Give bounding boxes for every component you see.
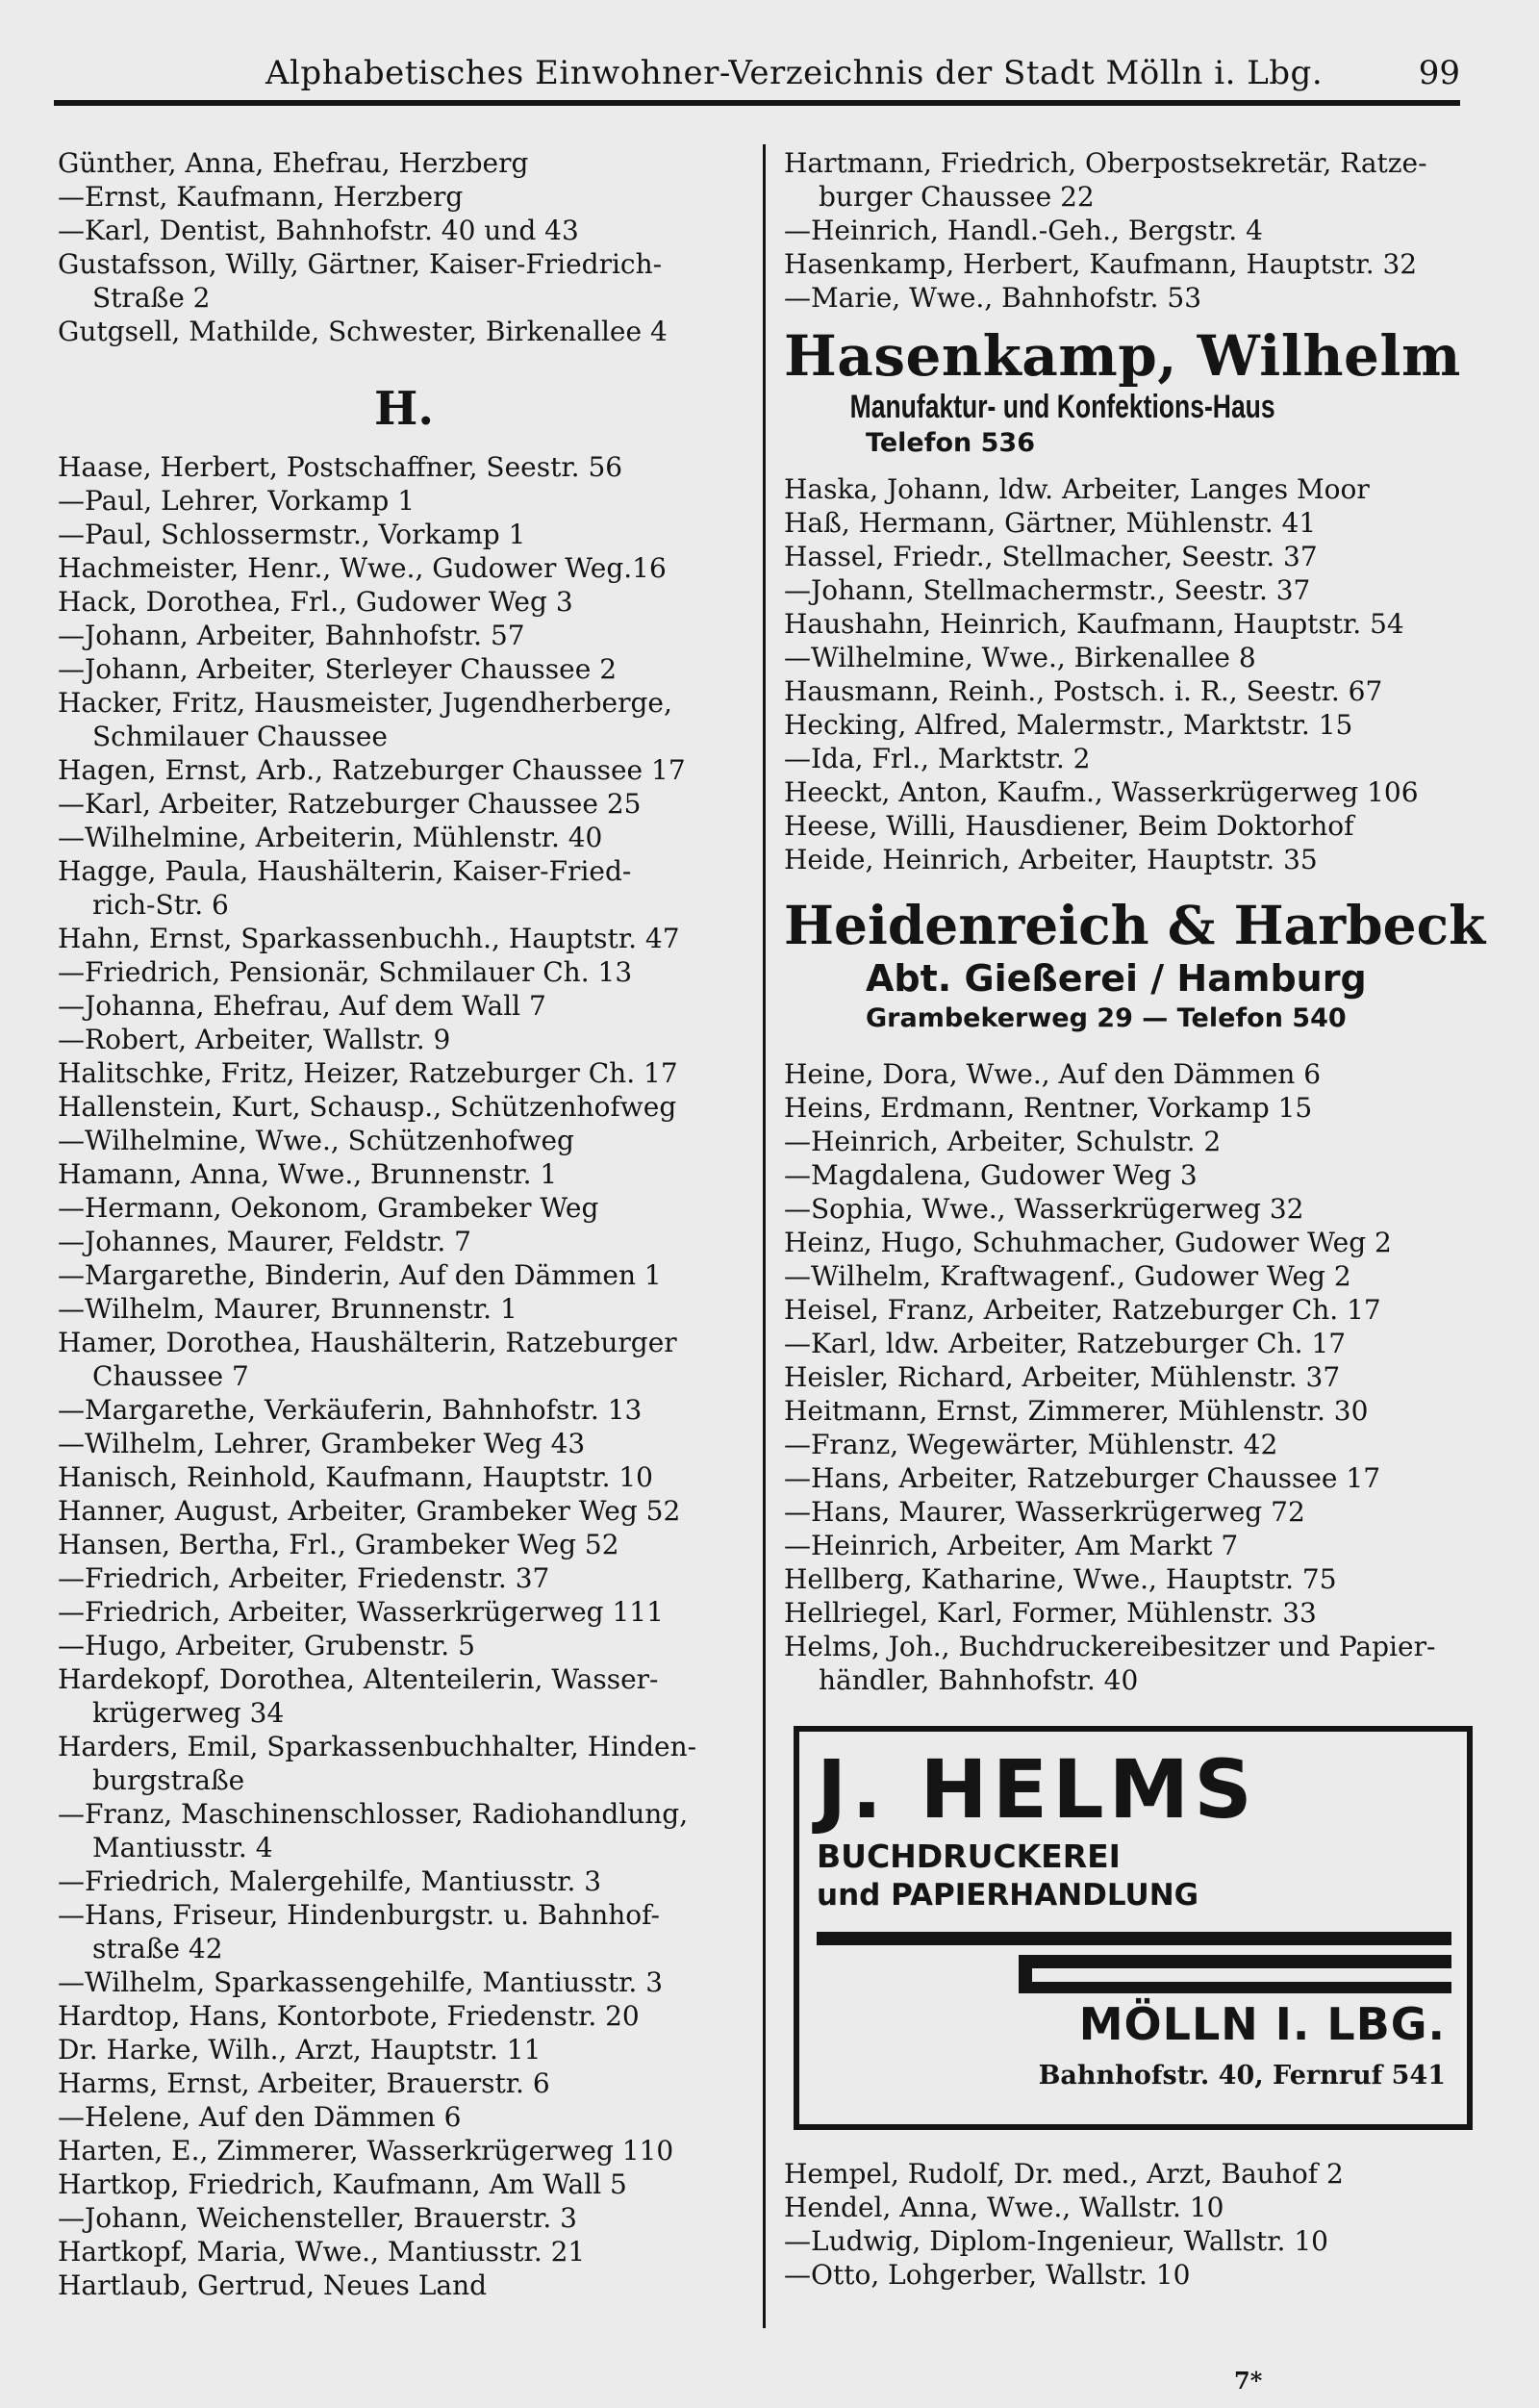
directory-entry: —Wilhelm, Kraftwagenf., Gudower Weg 2 <box>784 1260 1351 1292</box>
directory-entry: —Franz, Maschinenschlosser, Radiohandlung, <box>58 1798 689 1830</box>
directory-entry: —Friedrich, Pensionär, Schmilauer Ch. 13 <box>58 956 633 988</box>
directory-entry: —Heinrich, Handl.-Geh., Bergstr. 4 <box>784 215 1263 246</box>
ad-company-name: Hasenkamp, Wilhelm <box>784 323 1461 389</box>
directory-entry: Hagge, Paula, Haushälterin, Kaiser-Fried- <box>58 855 632 887</box>
directory-entry: —Ernst, Kaufmann, Herzberg <box>58 181 464 213</box>
directory-entry: —Karl, Dentist, Bahnhofstr. 40 und 43 <box>58 215 579 246</box>
directory-entry: —Magdalena, Gudower Weg 3 <box>784 1159 1198 1191</box>
directory-entry: krügerweg 34 <box>92 1697 285 1729</box>
directory-entry: Haase, Herbert, Postschaffner, Seestr. 56 <box>58 451 623 483</box>
ad-address: Grambekerweg 29 — Telefon 540 <box>866 1003 1347 1033</box>
directory-entry: Hassel, Friedr., Stellmacher, Seestr. 37 <box>784 541 1318 572</box>
ad-decorative-bar <box>1019 1955 1451 1968</box>
directory-entry: Hausmann, Reinh., Postsch. i. R., Seestr. 67 <box>784 675 1383 707</box>
entries-before-section <box>58 146 750 348</box>
directory-entry: Harten, E., Zimmerer, Wasserkrügerweg 110 <box>58 2135 674 2167</box>
directory-entry: Helms, Joh., Buchdruckereibesitzer und Papier- <box>784 1631 1436 1662</box>
ad-subtitle: Manufaktur- und Konfektions-Haus <box>849 389 1275 425</box>
directory-entry: straße 42 <box>92 1933 223 1964</box>
directory-entry: burgstraße <box>92 1764 245 1796</box>
directory-entry: —Karl, Arbeiter, Ratzeburger Chaussee 25 <box>58 788 642 820</box>
directory-entry: Halitschke, Fritz, Heizer, Ratzeburger Ch. 17 <box>58 1057 678 1089</box>
directory-entry: —Johann, Arbeiter, Sterleyer Chaussee 2 <box>58 653 618 685</box>
directory-entry: Schmilauer Chaussee <box>92 721 389 752</box>
directory-entry: —Margarethe, Binderin, Auf den Dämmen 1 <box>58 1259 662 1291</box>
directory-entry: —Hans, Arbeiter, Ratzeburger Chaussee 17 <box>784 1462 1381 1494</box>
directory-entry: —Wilhelmine, Wwe., Schützenhofweg <box>58 1125 574 1156</box>
directory-entry: Heine, Dora, Wwe., Auf den Dämmen 6 <box>784 1058 1322 1090</box>
directory-entry: —Hermann, Oekonom, Grambeker Weg <box>58 1192 599 1224</box>
directory-entry: —Johann, Stellmachermstr., Seestr. 37 <box>784 574 1311 606</box>
ad-subtitle: Abt. Gießerei / Hamburg <box>866 957 1367 1000</box>
directory-entry: Mantiusstr. 4 <box>92 1832 273 1863</box>
directory-entry: Hamer, Dorothea, Haushälterin, Ratzeburger <box>58 1327 677 1358</box>
directory-entry: —Johanna, Ehefrau, Auf dem Wall 7 <box>58 990 546 1022</box>
directory-entry: —Heinrich, Arbeiter, Schulstr. 2 <box>784 1126 1222 1157</box>
directory-entry: händler, Bahnhofstr. 40 <box>819 1664 1139 1696</box>
directory-entry: Hahn, Ernst, Sparkassenbuchh., Hauptstr. 47 <box>58 923 680 954</box>
directory-entry: Hamann, Anna, Wwe., Brunnenstr. 1 <box>58 1158 558 1190</box>
directory-entry: Hartkop, Friedrich, Kaufmann, Am Wall 5 <box>58 2168 627 2200</box>
page-header <box>54 46 1460 104</box>
left-column <box>58 146 750 2302</box>
hasenkamp-advertisement <box>784 324 1467 461</box>
ad-city: MÖLLN I. LBG. <box>1078 1998 1446 2050</box>
directory-entry: Hachmeister, Henr., Wwe., Gudower Weg.16 <box>58 552 667 584</box>
directory-entry: —Friedrich, Malergehilfe, Mantiusstr. 3 <box>58 1865 602 1897</box>
helms-advertisement <box>794 1726 1473 2130</box>
ad-contact: Bahnhofstr. 40, Fernruf 541 <box>1038 2061 1446 2091</box>
directory-entry: Hellriegel, Karl, Former, Mühlenstr. 33 <box>784 1597 1317 1629</box>
directory-entry: Hanner, August, Arbeiter, Grambeker Weg 52 <box>58 1495 681 1527</box>
directory-entry: —Otto, Lohgerber, Wallstr. 10 <box>784 2259 1191 2291</box>
directory-entry: Straße 2 <box>92 282 211 314</box>
right-column <box>784 146 1486 2292</box>
directory-entry: Haska, Johann, ldw. Arbeiter, Langes Moor <box>784 473 1370 505</box>
page-title: Alphabetisches Einwohner-Verzeichnis der Stadt Mölln i. Lbg. <box>265 54 1324 92</box>
directory-entry: Heisel, Franz, Arbeiter, Ratzeburger Ch. 17 <box>784 1294 1381 1326</box>
directory-entry: —Wilhelm, Sparkassengehilfe, Mantiusstr. 3 <box>58 1966 664 1998</box>
page-number: 99 <box>1418 54 1460 92</box>
directory-entry: Hack, Dorothea, Frl., Gudower Weg 3 <box>58 586 573 618</box>
ad-decorative-bar <box>817 1932 1451 1945</box>
directory-entry: Haushahn, Heinrich, Kaufmann, Hauptstr. 54 <box>784 608 1404 640</box>
directory-entry: —Heinrich, Arbeiter, Am Markt 7 <box>784 1530 1239 1561</box>
directory-entry: —Friedrich, Arbeiter, Wasserkrügerweg 111 <box>58 1596 664 1628</box>
directory-entry: Hardtop, Hans, Kontorbote, Friedenstr. 20 <box>58 2000 640 2032</box>
directory-entry: Harders, Emil, Sparkassenbuchhalter, Hinden- <box>58 1731 697 1762</box>
directory-entry: Hartlaub, Gertrud, Neues Land <box>58 2269 488 2301</box>
directory-entry: Gustafsson, Willy, Gärtner, Kaiser-Friedrich- <box>58 248 663 280</box>
directory-entry: Hagen, Ernst, Arb., Ratzeburger Chaussee 17 <box>58 754 686 786</box>
entries-block-3 <box>784 1057 1467 1697</box>
ad-business-line-1: BUCHDRUCKEREI <box>817 1838 1121 1875</box>
directory-entry: Harms, Ernst, Arbeiter, Brauerstr. 6 <box>58 2067 550 2099</box>
directory-entry: Hasenkamp, Herbert, Kaufmann, Hauptstr. 32 <box>784 248 1418 280</box>
directory-entry: Hansen, Bertha, Frl., Grambeker Weg 52 <box>58 1529 619 1560</box>
directory-entry: —Johann, Arbeiter, Bahnhofstr. 57 <box>58 620 525 651</box>
directory-entry: Hellberg, Katharine, Wwe., Hauptstr. 75 <box>784 1563 1337 1595</box>
ad-company-name: J. HELMS <box>817 1742 1257 1837</box>
directory-entry: —Wilhelm, Maurer, Brunnenstr. 1 <box>58 1293 517 1325</box>
signature-mark: 7* <box>1234 2367 1263 2395</box>
directory-entry: Hartmann, Friedrich, Oberpostsekretär, Ratze- <box>784 147 1427 179</box>
directory-entry: —Marie, Wwe., Bahnhofstr. 53 <box>784 282 1202 314</box>
directory-entry: —Helene, Auf den Dämmen 6 <box>58 2101 462 2133</box>
directory-entry: —Paul, Lehrer, Vorkamp 1 <box>58 485 416 517</box>
directory-entry: —Johannes, Maurer, Feldstr. 7 <box>58 1226 471 1257</box>
directory-entry: Heese, Willi, Hausdiener, Beim Doktorhof <box>784 810 1354 842</box>
entries-block-2 <box>784 472 1467 876</box>
directory-entry: Hallenstein, Kurt, Schausp., Schützenhofweg <box>58 1091 677 1123</box>
directory-entry: Gutgsell, Mathilde, Schwester, Birkenallee 4 <box>58 316 668 347</box>
entries-after-section <box>58 450 750 2302</box>
directory-entry: Hartkopf, Maria, Wwe., Mantiusstr. 21 <box>58 2236 586 2268</box>
heidenreich-advertisement <box>784 894 1486 1036</box>
directory-entry: Günther, Anna, Ehefrau, Herzberg <box>58 147 529 179</box>
ad-phone: Telefon 536 <box>866 428 1035 458</box>
directory-entry: —Karl, ldw. Arbeiter, Ratzeburger Ch. 17 <box>784 1328 1347 1359</box>
directory-entry: Heinz, Hugo, Schuhmacher, Gudower Weg 2 <box>784 1227 1392 1258</box>
directory-entry: —Paul, Schlossermstr., Vorkamp 1 <box>58 519 526 550</box>
header-rule <box>54 100 1460 106</box>
directory-entry: Hecking, Alfred, Malermstr., Marktstr. 15 <box>784 709 1353 741</box>
directory-entry: Hanisch, Reinhold, Kaufmann, Hauptstr. 10 <box>58 1461 653 1493</box>
directory-entry: —Friedrich, Arbeiter, Friedenstr. 37 <box>58 1562 550 1594</box>
directory-entry: Chaussee 7 <box>92 1360 249 1392</box>
directory-entry: —Margarethe, Verkäuferin, Bahnhofstr. 13 <box>58 1394 643 1426</box>
entries-block-4 <box>784 2157 1467 2292</box>
directory-entry: —Hans, Friseur, Hindenburgstr. u. Bahnhof- <box>58 1899 660 1931</box>
ad-decorative-bar <box>1019 1982 1451 1993</box>
directory-entry: —Sophia, Wwe., Wasserkrügerweg 32 <box>784 1193 1304 1225</box>
directory-entry: Hempel, Rudolf, Dr. med., Arzt, Bauhof 2 <box>784 2158 1344 2190</box>
directory-entry: —Ida, Frl., Marktstr. 2 <box>784 743 1091 774</box>
directory-entry: —Franz, Wegewärter, Mühlenstr. 42 <box>784 1429 1278 1460</box>
column-divider <box>763 144 766 2328</box>
directory-entry: Heeckt, Anton, Kaufm., Wasserkrügerweg 106 <box>784 776 1419 808</box>
directory-entry: Haß, Hermann, Gärtner, Mühlenstr. 41 <box>784 507 1317 539</box>
directory-entry: —Wilhelm, Lehrer, Grambeker Weg 43 <box>58 1428 586 1459</box>
directory-entry: —Hugo, Arbeiter, Grubenstr. 5 <box>58 1630 475 1661</box>
directory-entry: burger Chaussee 22 <box>819 181 1095 213</box>
directory-entry: —Johann, Weichensteller, Brauerstr. 3 <box>58 2202 577 2234</box>
entries-block-1 <box>784 146 1467 315</box>
directory-entry: —Wilhelmine, Arbeiterin, Mühlenstr. 40 <box>58 822 603 853</box>
directory-entry: —Wilhelmine, Wwe., Birkenallee 8 <box>784 642 1256 673</box>
directory-entry: rich-Str. 6 <box>92 889 229 921</box>
ad-company-name: Heidenreich & Harbeck <box>784 894 1486 956</box>
directory-entry: Heide, Heinrich, Arbeiter, Hauptstr. 35 <box>784 844 1318 875</box>
directory-entry: Hacker, Fritz, Hausmeister, Jugendherberge, <box>58 687 672 719</box>
ad-business-line-2: und PAPIERHANDLUNG <box>817 1878 1199 1913</box>
directory-entry: Heitmann, Ernst, Zimmerer, Mühlenstr. 30 <box>784 1395 1369 1427</box>
directory-entry: —Ludwig, Diplom-Ingenieur, Wallstr. 10 <box>784 2225 1328 2257</box>
directory-entry: Heins, Erdmann, Rentner, Vorkamp 15 <box>784 1092 1313 1124</box>
directory-entry: Dr. Harke, Wilh., Arzt, Hauptstr. 11 <box>58 2034 542 2066</box>
directory-entry: —Robert, Arbeiter, Wallstr. 9 <box>58 1024 451 1055</box>
directory-entry: Hendel, Anna, Wwe., Wallstr. 10 <box>784 2192 1224 2223</box>
directory-entry: Heisler, Richard, Arbeiter, Mühlenstr. 37 <box>784 1361 1341 1393</box>
directory-entry: —Hans, Maurer, Wasserkrügerweg 72 <box>784 1496 1305 1528</box>
section-letter: H. <box>373 382 435 436</box>
directory-entry: Hardekopf, Dorothea, Altenteilerin, Wasser- <box>58 1663 659 1695</box>
